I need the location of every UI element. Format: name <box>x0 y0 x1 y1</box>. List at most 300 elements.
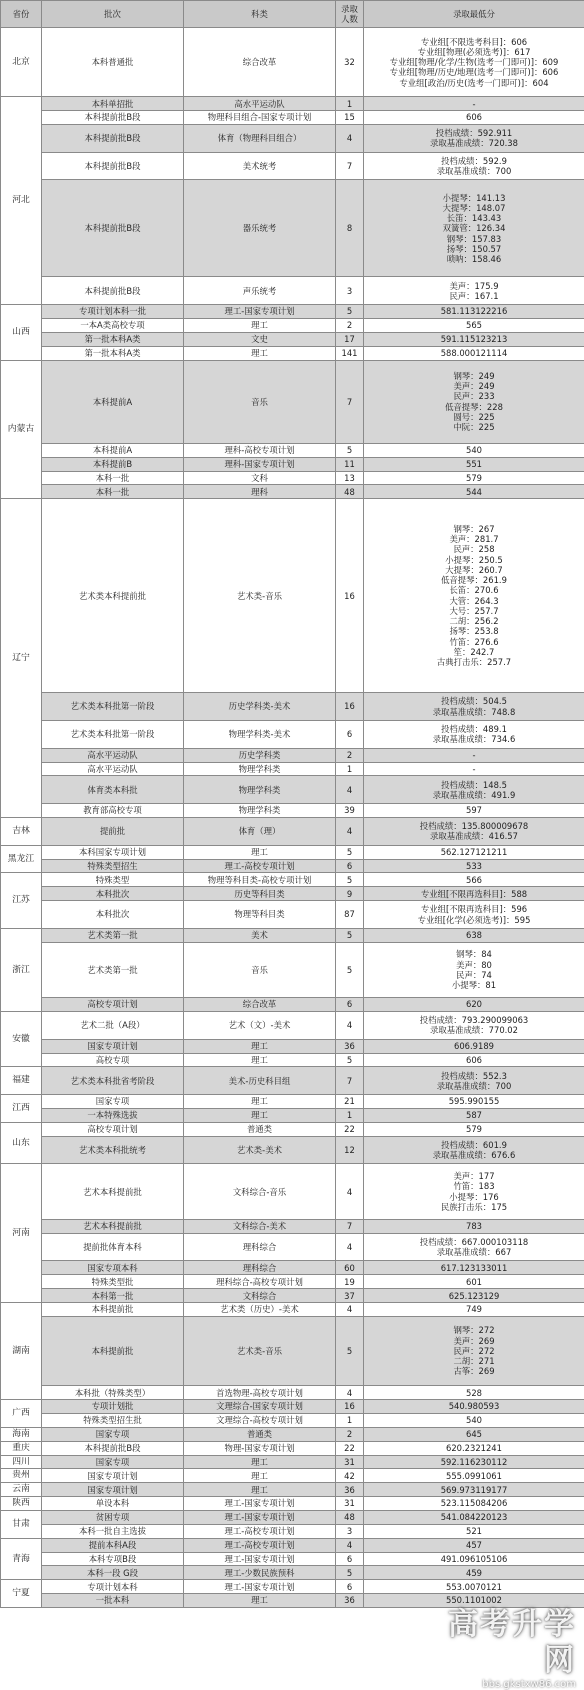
score-line: 617.123133011 <box>365 1263 583 1273</box>
province-cell: 云南 <box>1 1483 42 1497</box>
table-row <box>1 346 584 360</box>
batch-cell: 本科专项B段 <box>42 1552 184 1566</box>
table-row <box>1 332 584 346</box>
score-line: 562.127121211 <box>365 847 583 857</box>
subject-cell: 理工-高校专项计划 <box>184 1524 336 1538</box>
score-line: 民族打击乐：175 <box>365 1202 583 1212</box>
score-line: 二胡：256.2 <box>365 616 583 626</box>
table-row <box>1 97 584 111</box>
count-cell: 37 <box>336 1289 364 1303</box>
province-cell: 山西 <box>1 305 42 360</box>
min-score-cell <box>364 346 584 360</box>
batch-cell: 本科提前批 <box>42 1303 184 1317</box>
subject-cell: 美术-历史科目组 <box>184 1067 336 1095</box>
subject-cell: 理工 <box>184 1594 336 1608</box>
count-cell: 15 <box>336 111 364 125</box>
batch-cell: 国家专项计划 <box>42 1483 184 1497</box>
min-score-cell <box>364 887 584 901</box>
table-row <box>1 1469 584 1483</box>
min-score-cell <box>364 1427 584 1441</box>
province-cell: 重庆 <box>1 1441 42 1455</box>
batch-cell: 特殊类型批 <box>42 1275 184 1289</box>
table-row <box>1 928 584 942</box>
count-cell: 5 <box>336 305 364 319</box>
subject-cell: 艺术（文）-美术 <box>184 1012 336 1040</box>
min-score-cell <box>364 125 584 153</box>
subject-cell: 理工 <box>184 1095 336 1109</box>
count-cell: 5 <box>336 443 364 457</box>
min-score-cell <box>364 1261 584 1275</box>
batch-cell: 第一批本科A类 <box>42 332 184 346</box>
score-line: 美声：281.7 <box>365 534 583 544</box>
score-line: 专业组[政治/历史(选考一门即可)]：604 <box>365 78 583 88</box>
province-cell: 黑龙江 <box>1 845 42 873</box>
table-row <box>1 1039 584 1053</box>
subject-cell: 高水平运动队 <box>184 97 336 111</box>
batch-cell: 高校专项 <box>42 1053 184 1067</box>
score-line: 587 <box>365 1110 583 1120</box>
min-score-cell <box>364 1136 584 1164</box>
score-line: 录取基准成绩：676.6 <box>365 1150 583 1160</box>
table-row <box>1 1053 584 1067</box>
batch-cell: 教育部高校专项 <box>42 804 184 818</box>
subject-cell: 理工-国家专项计划 <box>184 1580 336 1594</box>
batch-cell: 一本A类高校专项 <box>42 319 184 333</box>
min-score-cell <box>364 111 584 125</box>
score-line: 小提琴：81 <box>365 980 583 990</box>
subject-cell: 艺术类-美术 <box>184 1136 336 1164</box>
count-cell: 36 <box>336 1594 364 1608</box>
subject-cell: 美术 <box>184 928 336 942</box>
min-score-cell <box>364 873 584 887</box>
batch-cell: 国家专项计划 <box>42 1039 184 1053</box>
header-count: 录取人数 <box>336 1 364 28</box>
subject-cell: 理科 <box>184 485 336 499</box>
score-line: 笙：242.7 <box>365 647 583 657</box>
score-line: 录取基准成绩：416.57 <box>365 831 583 841</box>
subject-cell: 理工 <box>184 1455 336 1469</box>
batch-cell: 本科普通批 <box>42 28 184 97</box>
score-line: 竹笛：183 <box>365 1181 583 1191</box>
batch-cell: 一本特殊选拔 <box>42 1109 184 1123</box>
count-cell: 16 <box>336 1400 364 1414</box>
count-cell: 32 <box>336 28 364 97</box>
min-score-cell <box>364 305 584 319</box>
batch-cell: 专项计划本科一批 <box>42 305 184 319</box>
score-line: 小提琴：176 <box>365 1192 583 1202</box>
count-cell: 6 <box>336 720 364 748</box>
province-cell: 宁夏 <box>1 1580 42 1608</box>
table-row <box>1 1566 584 1580</box>
count-cell: 48 <box>336 1510 364 1524</box>
score-line: 581.113122216 <box>365 306 583 316</box>
min-score-cell <box>364 443 584 457</box>
score-line: 553.0070121 <box>365 1582 583 1592</box>
batch-cell: 本科国家专项计划 <box>42 845 184 859</box>
score-line: 521 <box>365 1526 583 1536</box>
batch-cell: 一批本科 <box>42 1594 184 1608</box>
batch-cell: 贫困专项 <box>42 1510 184 1524</box>
min-score-cell <box>364 1219 584 1233</box>
subject-cell: 首选物理-高校专项计划 <box>184 1386 336 1400</box>
score-line: 唢呐：158.46 <box>365 254 583 264</box>
subject-cell: 普通类 <box>184 1427 336 1441</box>
province-cell: 内蒙古 <box>1 360 42 499</box>
min-score-cell <box>364 1483 584 1497</box>
table-row <box>1 762 584 776</box>
batch-cell: 本科批次 <box>42 887 184 901</box>
count-cell: 39 <box>336 804 364 818</box>
subject-cell: 普通类 <box>184 1122 336 1136</box>
subject-cell: 历史等科目类 <box>184 887 336 901</box>
score-line: 长笛：270.6 <box>365 585 583 595</box>
score-line: 专业组[不限再选科目]：588 <box>365 889 583 899</box>
count-cell: 5 <box>336 1053 364 1067</box>
batch-cell: 艺术类第一批 <box>42 942 184 997</box>
score-line: 录取基准成绩：734.6 <box>365 734 583 744</box>
subject-cell: 综合改革 <box>184 28 336 97</box>
score-line: 491.096105106 <box>365 1554 583 1564</box>
table-row <box>1 319 584 333</box>
count-cell: 13 <box>336 471 364 485</box>
batch-cell: 艺术类本科批第一阶段 <box>42 720 184 748</box>
min-score-cell <box>364 901 584 929</box>
count-cell: 4 <box>336 817 364 845</box>
subject-cell: 声乐统考 <box>184 277 336 305</box>
subject-cell: 理工 <box>184 1109 336 1123</box>
count-cell: 36 <box>336 1039 364 1053</box>
batch-cell: 本科提前批B段 <box>42 152 184 180</box>
subject-cell: 理科综合 <box>184 1261 336 1275</box>
score-line: 555.0991061 <box>365 1471 583 1481</box>
batch-cell: 国家专项 <box>42 1455 184 1469</box>
min-score-cell <box>364 1538 584 1552</box>
count-cell: 6 <box>336 998 364 1012</box>
count-cell: 5 <box>336 1566 364 1580</box>
count-cell: 1 <box>336 762 364 776</box>
count-cell: 16 <box>336 693 364 721</box>
province-cell: 江西 <box>1 1095 42 1123</box>
province-cell: 青海 <box>1 1538 42 1580</box>
score-line: 投档成绩：592.9 <box>365 156 583 166</box>
score-line: 钢琴：84 <box>365 949 583 959</box>
batch-cell: 艺术类第一批 <box>42 928 184 942</box>
min-score-cell <box>364 499 584 693</box>
score-line: 古筝：269 <box>365 1366 583 1376</box>
min-score-cell <box>364 1469 584 1483</box>
batch-cell: 艺术类本科批第一阶段 <box>42 693 184 721</box>
table-row <box>1 901 584 929</box>
subject-cell: 体育（理） <box>184 817 336 845</box>
score-line: - <box>365 99 583 109</box>
score-line: 投档成绩：601.9 <box>365 1140 583 1150</box>
score-line: 钢琴：157.83 <box>365 234 583 244</box>
table-row <box>1 859 584 873</box>
batch-cell: 本科提前批B段 <box>42 277 184 305</box>
batch-cell: 专项计划批 <box>42 1400 184 1414</box>
score-line: 459 <box>365 1568 583 1578</box>
score-line: 551 <box>365 459 583 469</box>
count-cell: 3 <box>336 1524 364 1538</box>
count-cell: 7 <box>336 152 364 180</box>
subject-cell: 理工-高校专项计划 <box>184 859 336 873</box>
score-line: 606.9189 <box>365 1041 583 1051</box>
province-cell: 贵州 <box>1 1469 42 1483</box>
table-row <box>1 1455 584 1469</box>
batch-cell: 高水平运动队 <box>42 748 184 762</box>
score-line: 620.2321241 <box>365 1443 583 1453</box>
table-row <box>1 1219 584 1233</box>
min-score-cell <box>364 998 584 1012</box>
count-cell: 7 <box>336 1219 364 1233</box>
batch-cell: 本科提前批B段 <box>42 111 184 125</box>
table-row <box>1 1427 584 1441</box>
table-row <box>1 887 584 901</box>
province-cell: 吉林 <box>1 817 42 845</box>
score-line: 二胡：271 <box>365 1356 583 1366</box>
subject-cell: 美术统考 <box>184 152 336 180</box>
score-line: 投档成绩：667.000103118 <box>365 1237 583 1247</box>
score-line: 565 <box>365 320 583 330</box>
table-row <box>1 152 584 180</box>
count-cell: 141 <box>336 346 364 360</box>
score-line: 540 <box>365 445 583 455</box>
count-cell: 9 <box>336 887 364 901</box>
min-score-cell <box>364 804 584 818</box>
subject-cell: 理工 <box>184 1469 336 1483</box>
header-min-score: 录取最低分 <box>364 1 584 28</box>
batch-cell: 艺术类本科提前批 <box>42 499 184 693</box>
score-line: 专业组[物理(必须选考)]：617 <box>365 47 583 57</box>
min-score-cell <box>364 1012 584 1040</box>
score-line: 579 <box>365 1124 583 1134</box>
min-score-cell <box>364 1386 584 1400</box>
count-cell: 4 <box>336 1012 364 1040</box>
min-score-cell <box>364 1413 584 1427</box>
min-score-cell <box>364 1455 584 1469</box>
watermark-logo: 高考升学网 <box>426 1607 576 1679</box>
count-cell: 36 <box>336 1483 364 1497</box>
table-row <box>1 1538 584 1552</box>
batch-cell: 本科批次 <box>42 901 184 929</box>
count-cell: 12 <box>336 1136 364 1164</box>
batch-cell: 体育类本科批 <box>42 776 184 804</box>
batch-cell: 本科一段 G段 <box>42 1566 184 1580</box>
subject-cell: 理科-高校专项计划 <box>184 443 336 457</box>
score-line: 550.1101002 <box>365 1595 583 1605</box>
subject-cell: 器乐统考 <box>184 180 336 277</box>
batch-cell: 本科一批自主选拔 <box>42 1524 184 1538</box>
min-score-cell <box>364 776 584 804</box>
batch-cell: 第一批本科A类 <box>42 346 184 360</box>
count-cell: 4 <box>336 1303 364 1317</box>
min-score-cell <box>364 1164 584 1219</box>
score-line: 古典打击乐：257.7 <box>365 657 583 667</box>
min-score-cell <box>364 28 584 97</box>
score-line: 591.115123213 <box>365 334 583 344</box>
subject-cell: 物理学科类-美术 <box>184 720 336 748</box>
score-line: 双簧管：126.34 <box>365 223 583 233</box>
min-score-cell <box>364 1552 584 1566</box>
count-cell: 22 <box>336 1441 364 1455</box>
table-row <box>1 305 584 319</box>
table-row <box>1 1441 584 1455</box>
score-line: 扬琴：150.57 <box>365 244 583 254</box>
score-line: 民声：167.1 <box>365 291 583 301</box>
count-cell: 16 <box>336 499 364 693</box>
batch-cell: 单设本科 <box>42 1497 184 1511</box>
subject-cell: 文科 <box>184 471 336 485</box>
score-line: 大提琴：260.7 <box>365 565 583 575</box>
score-line: 录取基准成绩：748.8 <box>365 707 583 717</box>
table-row <box>1 1497 584 1511</box>
score-line: 566 <box>365 875 583 885</box>
batch-cell: 本科提前A <box>42 360 184 443</box>
header-province: 省份 <box>1 1 42 28</box>
min-score-cell <box>364 1109 584 1123</box>
table-row <box>1 28 584 97</box>
score-line: 美声：269 <box>365 1336 583 1346</box>
score-line: 638 <box>365 930 583 940</box>
min-score-cell <box>364 152 584 180</box>
table-row <box>1 180 584 277</box>
min-score-cell <box>364 845 584 859</box>
score-line: 投档成绩：489.1 <box>365 724 583 734</box>
score-line: 540 <box>365 1415 583 1425</box>
table-row <box>1 998 584 1012</box>
table-row <box>1 1483 584 1497</box>
table-row <box>1 776 584 804</box>
table-row <box>1 942 584 997</box>
table-row <box>1 111 584 125</box>
count-cell: 7 <box>336 360 364 443</box>
subject-cell: 文科综合-美术 <box>184 1219 336 1233</box>
table-row <box>1 1510 584 1524</box>
site-watermark <box>426 1607 576 1665</box>
count-cell: 87 <box>336 901 364 929</box>
count-cell: 8 <box>336 180 364 277</box>
min-score-cell <box>364 1316 584 1385</box>
batch-cell: 特殊类型招生 <box>42 859 184 873</box>
count-cell: 4 <box>336 1386 364 1400</box>
score-line: 录取基准成绩：667 <box>365 1247 583 1257</box>
table-row <box>1 1552 584 1566</box>
table-row <box>1 1095 584 1109</box>
subject-cell: 文科综合 <box>184 1289 336 1303</box>
batch-cell: 国家专项计划 <box>42 1469 184 1483</box>
count-cell: 2 <box>336 319 364 333</box>
batch-cell: 本科单招批 <box>42 97 184 111</box>
score-line: 中阮：225 <box>365 422 583 432</box>
batch-cell: 高水平运动队 <box>42 762 184 776</box>
min-score-cell <box>364 180 584 277</box>
province-cell: 辽宁 <box>1 499 42 818</box>
subject-cell: 理工-国家专项计划 <box>184 1497 336 1511</box>
table-row <box>1 845 584 859</box>
count-cell: 11 <box>336 457 364 471</box>
province-cell: 安徽 <box>1 1012 42 1067</box>
table-row <box>1 499 584 693</box>
count-cell: 2 <box>336 1427 364 1441</box>
subject-cell: 物理学科类 <box>184 762 336 776</box>
province-cell: 陕西 <box>1 1497 42 1511</box>
min-score-cell <box>364 1400 584 1414</box>
table-row <box>1 1289 584 1303</box>
score-line: 749 <box>365 1304 583 1314</box>
score-line: 低音提琴：228 <box>365 402 583 412</box>
province-cell: 江苏 <box>1 873 42 928</box>
score-line: 528 <box>365 1388 583 1398</box>
score-line: 小提琴：250.5 <box>365 555 583 565</box>
score-line: 大号：257.7 <box>365 606 583 616</box>
subject-cell: 历史学科类 <box>184 748 336 762</box>
batch-cell: 本科提前A <box>42 443 184 457</box>
score-line: 投档成绩：793.290099063 <box>365 1015 583 1025</box>
subject-cell: 文史 <box>184 332 336 346</box>
province-cell: 山东 <box>1 1122 42 1164</box>
table-row <box>1 1400 584 1414</box>
min-score-cell <box>364 1053 584 1067</box>
batch-cell: 本科提前批 <box>42 1316 184 1385</box>
min-score-cell <box>364 1524 584 1538</box>
min-score-cell <box>364 720 584 748</box>
score-line: 专业组[不限再选科目]：596 <box>365 904 583 914</box>
subject-cell: 艺术类-音乐 <box>184 1316 336 1385</box>
min-score-cell <box>364 942 584 997</box>
min-score-cell <box>364 1580 584 1594</box>
count-cell: 1 <box>336 97 364 111</box>
table-header-row <box>1 1 584 28</box>
score-line: 投档成绩：504.5 <box>365 696 583 706</box>
subject-cell: 理工 <box>184 1483 336 1497</box>
score-line: 595.990155 <box>365 1096 583 1106</box>
count-cell: 6 <box>336 1580 364 1594</box>
batch-cell: 艺术类本科批统考 <box>42 1136 184 1164</box>
table-row <box>1 457 584 471</box>
table-row <box>1 1316 584 1385</box>
table-row <box>1 1594 584 1608</box>
count-cell: 6 <box>336 859 364 873</box>
count-cell: 48 <box>336 485 364 499</box>
subject-cell: 理科综合 <box>184 1233 336 1261</box>
table-row <box>1 1233 584 1261</box>
min-score-cell <box>364 485 584 499</box>
watermark-url: bbs.gkstxw86.com <box>426 1679 576 1690</box>
table-row <box>1 1067 584 1095</box>
table-row <box>1 1303 584 1317</box>
subject-cell: 艺术类（历史）-美术 <box>184 1303 336 1317</box>
min-score-cell <box>364 762 584 776</box>
min-score-cell <box>364 1594 584 1608</box>
min-score-cell <box>364 1095 584 1109</box>
score-line: 601 <box>365 1277 583 1287</box>
subject-cell: 物理等科目类 <box>184 901 336 929</box>
table-row <box>1 1413 584 1427</box>
score-line: 小提琴：141.13 <box>365 193 583 203</box>
subject-cell: 文理综合-高校专项计划 <box>184 1413 336 1427</box>
score-line: 540.980593 <box>365 1401 583 1411</box>
count-cell: 1 <box>336 1109 364 1123</box>
batch-cell: 本科第一批 <box>42 1289 184 1303</box>
min-score-cell <box>364 1303 584 1317</box>
table-row <box>1 485 584 499</box>
count-cell: 5 <box>336 845 364 859</box>
subject-cell: 理科-国家专项计划 <box>184 457 336 471</box>
score-line: 597 <box>365 805 583 815</box>
count-cell: 4 <box>336 1233 364 1261</box>
count-cell: 22 <box>336 1122 364 1136</box>
subject-cell: 理工 <box>184 319 336 333</box>
